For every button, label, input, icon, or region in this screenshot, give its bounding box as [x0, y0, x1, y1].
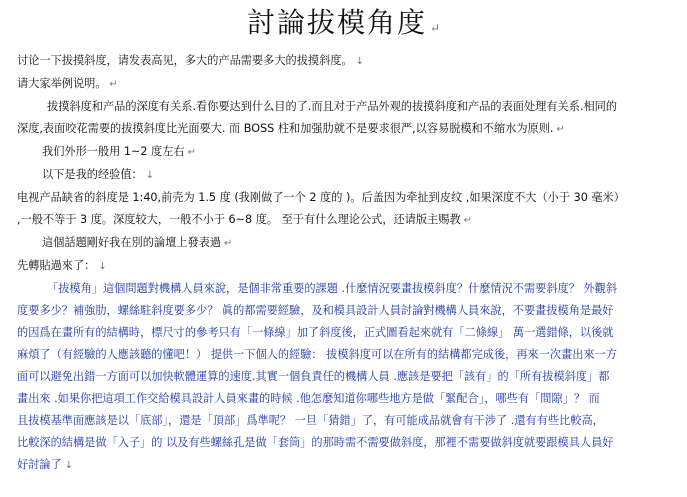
- line-text: 深度,表面咬花需要的拔摸斜度比光面要大. 而 BOSS 柱和加强肋就不是要求很严,以容易脱模和不缩水为原则.: [17, 122, 554, 135]
- line-text: 麻煩了（有經驗的人應該聽的懂吧！） 提供一下個人的經驗： 拔模斜度可以在所有的結構都完成後，再來一次畫出來一方: [17, 348, 618, 361]
- line-break-mark: ↓: [98, 261, 107, 272]
- title-text: 討論拔模角度: [246, 6, 427, 39]
- text-line: [17, 278, 667, 300]
- paragraph-mark: ↵: [187, 147, 196, 158]
- line-text: 拔摸斜度和产品的深度有关系.看你要达到什么目的了.而且对于产品外观的拔摸斜度和产品的表面处理有关系.相同的: [47, 100, 618, 113]
- text-line: [17, 73, 667, 96]
- paragraph-mark: ↵: [224, 238, 233, 249]
- line-text: 且拔模基準面應該是以「底部」，還是「頂部」爲準呢？ 一旦「猜錯」了，有可能成品就會有干涉了 .還有有些比較高，: [17, 414, 604, 427]
- line-text: 度要多少？補強肋，螺絲駐斜度要多少？ 眞的都需要經驗，及和模具設計人員討論對機構人員來說，不要畫拔模角是最好: [17, 304, 614, 317]
- text-line: [17, 209, 667, 232]
- line-text: 我们外形一般用 1~2 度左右: [42, 145, 185, 158]
- text-line: [17, 232, 667, 255]
- line-break-mark: ↓: [355, 56, 365, 67]
- line-text: 讨论一下拔摸斜度，请发表高见，多大的产品需要多大的拔摸斜度。: [17, 54, 353, 67]
- line-text: 请大家举例说明。: [17, 77, 107, 90]
- line-text: 比較深的結構是做「入子」的 以及有些螺絲孔是做「套筒」的那時需不需要做斜度，那裡不需要做斜度就要跟模具人員好: [17, 436, 614, 449]
- text-line: [17, 322, 667, 344]
- line-text: 面可以避免出錯一方面可以加快軟體運算的速度.其實一個負責任的機構人員 .應該是要把「該有」的「所有拔模斜度」都: [17, 370, 610, 383]
- line-text: 「拔模角」這個問題對機構人員來說，是個非常重要的課題 .什麼情況要畫拔模斜度？什麼情況不需要斜度？ 外觀斜: [47, 282, 618, 295]
- text-line: [17, 50, 667, 73]
- line-break-mark: ↓: [145, 170, 155, 181]
- text-line: [17, 344, 667, 366]
- text-line: [17, 300, 667, 322]
- text-line: [17, 410, 667, 432]
- line-text: 的因爲在畫所有的結構時，標尺寸的參考只有「一條線」加了斜度後，正式圖看起來就有「二條線」 萬一選錯條，以後就: [17, 326, 614, 339]
- paragraph-mark: ↵: [463, 215, 473, 226]
- paragraph-mark: ↵: [109, 79, 118, 90]
- paragraph-mark: ↵: [556, 124, 565, 135]
- text-line: [17, 432, 667, 454]
- text-line: [17, 388, 667, 410]
- line-text: ,一般不等于 3 度。深度较大，一般不小于 6~8 度。 至于有什么理论公式，还请版主赐教: [17, 213, 461, 226]
- line-text: 這個話題剛好我在別的論壇上發表過: [42, 236, 222, 249]
- document-title: [0, 4, 687, 47]
- text-line: [17, 454, 667, 477]
- document-body[interactable]: [17, 50, 667, 477]
- text-line: [17, 96, 667, 118]
- text-line: [17, 187, 667, 209]
- text-line: [17, 141, 667, 164]
- text-line: [17, 118, 667, 141]
- text-line: [17, 366, 667, 388]
- text-line: [17, 164, 667, 187]
- paragraph-mark: ↵: [429, 21, 441, 35]
- line-text: 以下是我的经验值：: [42, 168, 143, 181]
- line-text: 畫出來 .如果你把這項工作交給模具設計人員來畫的時候 .他怎麼知道你哪些地方是做「緊配合」，哪些有「間隙」？ 而: [17, 392, 600, 405]
- text-line: [17, 255, 667, 278]
- line-text: 先轉貼過來了：: [17, 259, 96, 272]
- line-text: 好討論了: [17, 458, 62, 471]
- line-break-mark: ↓: [64, 460, 74, 471]
- line-text: 电视产品缺省的斜度是 1:40,前壳为 1.5 度 (我刚做了一个 2 度的 )。后盖因为牵扯到皮纹 ,如果深度不大（小于 30 毫米）: [17, 191, 625, 204]
